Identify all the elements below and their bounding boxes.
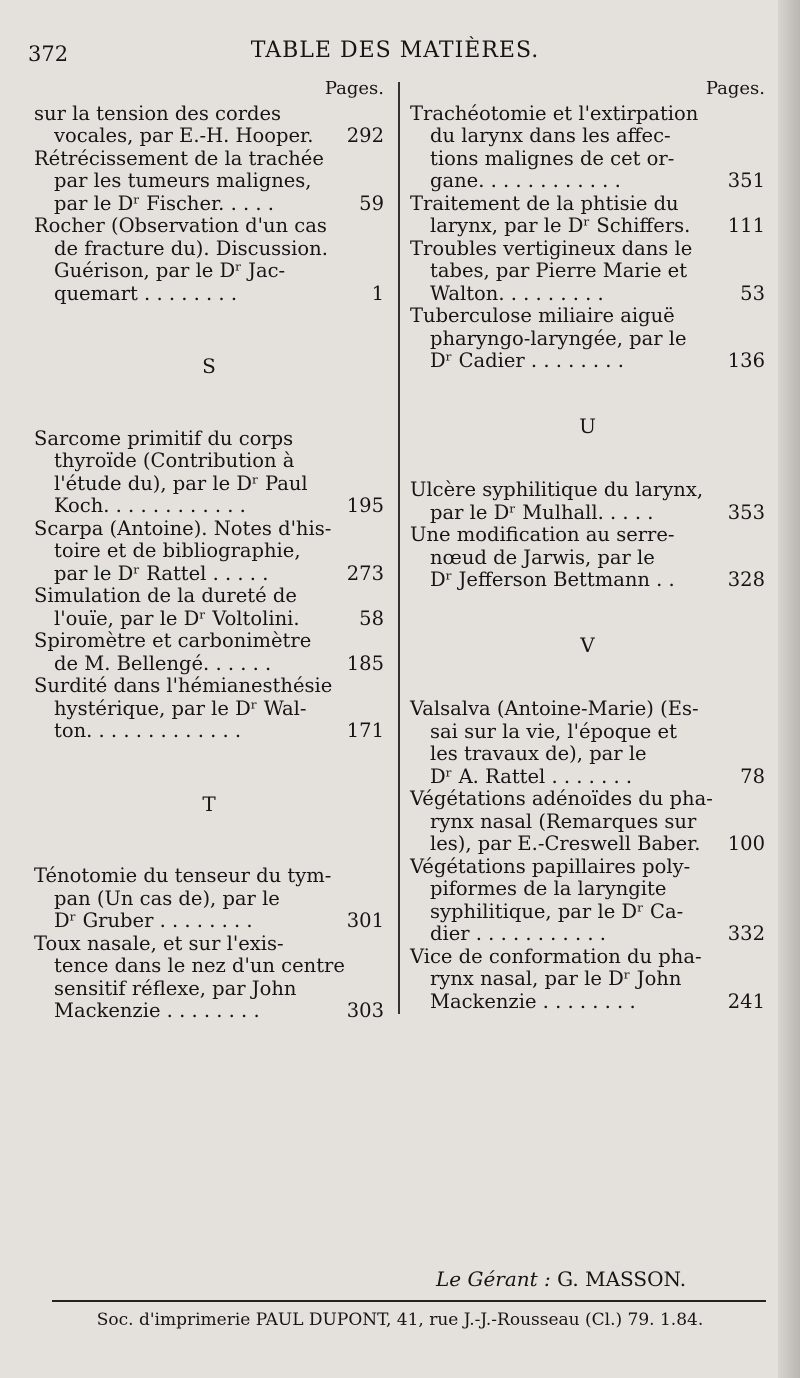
index-entry bbox=[410, 946, 765, 1014]
page-ref: 351 bbox=[727, 169, 765, 192]
index-entry bbox=[410, 103, 765, 193]
page-ref: 185 bbox=[346, 651, 384, 675]
entry-line: par les tumeurs malignes, bbox=[54, 169, 312, 192]
entry-line: dier . . . . . . . . . . . bbox=[430, 922, 606, 945]
pages-header: Pages. bbox=[705, 78, 765, 99]
entry-line: Simulation de la dureté de bbox=[34, 584, 297, 607]
entry-line: Spiromètre et carbonimètre bbox=[34, 629, 312, 652]
entry-line: par le Dʳ Rattel . . . . . bbox=[54, 561, 269, 585]
entry-line: Ténotomie du tenseur du tym- bbox=[34, 864, 332, 887]
page-ref: 136 bbox=[727, 349, 765, 372]
page-ref: 332 bbox=[727, 922, 765, 945]
entry-line: sai sur la vie, l'époque et bbox=[430, 719, 677, 743]
printer-footer: Soc. d'imprimerie PAUL DUPONT, 41, rue J.-J.-Rousseau (Cl.) 79. 1.84. bbox=[96, 1310, 704, 1330]
page-title: TABLE DES MATIÈRES. bbox=[250, 38, 540, 63]
page-ref: 353 bbox=[727, 500, 765, 524]
index-entry bbox=[34, 630, 384, 675]
entry-line: rynx nasal, par le Dʳ John bbox=[430, 967, 682, 990]
page-ref: 1 bbox=[371, 281, 384, 305]
entry-line: tence dans le nez d'un centre bbox=[54, 954, 345, 977]
entry-line: Dʳ A. Rattel . . . . . . . bbox=[430, 764, 633, 788]
entry-line: Guérison, par le Dʳ Jac- bbox=[54, 259, 286, 282]
index-entry bbox=[410, 788, 765, 856]
entry-line: ton. . . . . . . . . . . . . bbox=[54, 719, 242, 742]
entry-line: de fracture du). Discussion. bbox=[54, 236, 328, 260]
entry-line: l'ouïe, par le Dʳ Voltolini. bbox=[54, 606, 300, 630]
entry-line: toire et de bibliographie, bbox=[54, 539, 301, 562]
index-entry bbox=[34, 585, 384, 630]
index-entry bbox=[410, 305, 765, 373]
entry-group bbox=[410, 103, 765, 373]
entry-line: Surdité dans l'hémianesthésie bbox=[34, 674, 333, 697]
index-entry bbox=[34, 103, 384, 148]
entry-line: Trachéotomie et l'extirpation bbox=[410, 101, 699, 125]
entry-line: Sarcome primitif du corps bbox=[34, 426, 294, 450]
entry-line: piformes de la laryngite bbox=[430, 877, 667, 900]
entry-line: sensitif réflexe, par John bbox=[54, 976, 297, 1000]
entry-group bbox=[410, 698, 765, 1013]
page-ref: 273 bbox=[346, 561, 384, 585]
entry-line: Rétrécissement de la trachée bbox=[34, 146, 324, 170]
entry-line: les travaux de), par le bbox=[430, 742, 647, 765]
entry-line: Toux nasale, et sur l'exis- bbox=[34, 931, 284, 955]
entry-line: Dʳ Jefferson Bettmann . . bbox=[430, 568, 675, 591]
entry-line: tions malignes de cet or- bbox=[430, 146, 675, 170]
entry-group bbox=[34, 103, 384, 306]
index-entry bbox=[34, 148, 384, 216]
section-letter-u: U bbox=[579, 413, 596, 438]
right-column bbox=[410, 78, 765, 1013]
page-ref: 58 bbox=[359, 606, 384, 630]
page-ref: 195 bbox=[346, 494, 384, 517]
index-entry bbox=[34, 933, 384, 1023]
index-entry bbox=[34, 428, 384, 518]
entry-line: Mackenzie . . . . . . . . bbox=[430, 989, 636, 1013]
entry-line: du larynx dans les affec- bbox=[430, 124, 671, 147]
entry-line: l'étude du), par le Dʳ Paul bbox=[54, 471, 308, 495]
page-ref: 171 bbox=[346, 719, 384, 742]
pages-header: Pages. bbox=[324, 78, 384, 99]
index-entry bbox=[410, 856, 765, 946]
entry-line: Végétations papillaires poly- bbox=[410, 854, 691, 878]
page-ref: 100 bbox=[727, 832, 765, 855]
entry-line: Dʳ Cadier . . . . . . . . bbox=[430, 349, 624, 372]
entry-line: thyroïde (Contribution à bbox=[54, 449, 295, 472]
section-letter-s: S bbox=[202, 354, 216, 378]
index-entry bbox=[410, 479, 765, 524]
signature-label: Le Gérant : bbox=[436, 1267, 551, 1291]
entry-line: pharyngo-laryngée, par le bbox=[430, 326, 687, 350]
page-ref: 292 bbox=[346, 124, 384, 147]
index-entry bbox=[410, 524, 765, 592]
left-column bbox=[34, 78, 384, 1023]
entry-line: Ulcère syphilitique du larynx, bbox=[410, 478, 704, 501]
entry-line: Troubles vertigineux dans le bbox=[410, 236, 693, 260]
entry-line: gane. . . . . . . . . . . . bbox=[430, 169, 621, 192]
entry-line: Walton. . . . . . . . . bbox=[430, 281, 604, 305]
page-ref: 328 bbox=[727, 568, 765, 591]
entry-line: rynx nasal (Remarques sur bbox=[430, 809, 697, 833]
entry-line: Rocher (Observation d'un cas bbox=[34, 214, 327, 237]
entry-line: par le Dʳ Fischer. . . . . bbox=[54, 191, 274, 215]
page-ref: 241 bbox=[727, 989, 765, 1013]
entry-group bbox=[410, 479, 765, 592]
footer-rule bbox=[52, 1300, 766, 1302]
entry-line: nœud de Jarwis, par le bbox=[430, 545, 655, 569]
entry-line: hystérique, par le Dʳ Wal- bbox=[54, 696, 307, 720]
signature-name: G. MASSON. bbox=[557, 1267, 687, 1291]
signature bbox=[436, 1267, 686, 1291]
page-ref: 78 bbox=[740, 764, 765, 788]
entry-line: Traitement de la phtisie du bbox=[410, 191, 679, 215]
index-entry bbox=[34, 675, 384, 743]
section-letter-t: T bbox=[202, 791, 216, 816]
entry-line: pan (Un cas de), par le bbox=[54, 886, 280, 910]
entry-line: sur la tension des cordes bbox=[34, 101, 282, 125]
page-ref: 111 bbox=[727, 214, 765, 237]
section-letter-v: V bbox=[580, 632, 595, 657]
entry-line: tabes, par Pierre Marie et bbox=[430, 259, 688, 282]
entry-group bbox=[34, 428, 384, 743]
entry-group bbox=[34, 865, 384, 1023]
entry-line: par le Dʳ Mulhall. . . . . bbox=[430, 500, 654, 524]
entry-line: Koch. . . . . . . . . . . . bbox=[54, 494, 246, 517]
page-ref: 301 bbox=[346, 909, 384, 932]
entry-line: Vice de conformation du pha- bbox=[410, 944, 702, 968]
entry-line: larynx, par le Dʳ Schiffers. bbox=[430, 214, 691, 237]
entry-line: Mackenzie . . . . . . . . bbox=[54, 999, 260, 1022]
page-ref: 59 bbox=[359, 191, 384, 215]
index-entry bbox=[410, 238, 765, 306]
column-divider bbox=[398, 82, 400, 1014]
entry-line: quemart . . . . . . . . bbox=[54, 281, 238, 305]
index-entry bbox=[410, 698, 765, 788]
entry-line: vocales, par E.-H. Hooper. bbox=[54, 124, 314, 147]
page-number: 372 bbox=[28, 42, 69, 66]
entry-line: Valsalva (Antoine-Marie) (Es- bbox=[410, 697, 699, 720]
entry-line: Végétations adénoïdes du pha- bbox=[410, 787, 713, 810]
entry-line: Tuberculose miliaire aiguë bbox=[410, 304, 675, 327]
entry-line: syphilitique, par le Dʳ Ca- bbox=[430, 899, 684, 923]
entry-line: les), par E.-Creswell Baber. bbox=[430, 832, 701, 855]
index-entry bbox=[34, 215, 384, 305]
page-ref: 53 bbox=[740, 281, 765, 305]
page-edge bbox=[778, 0, 800, 1378]
page-ref: 303 bbox=[346, 999, 384, 1022]
entry-line: Scarpa (Antoine). Notes d'his- bbox=[34, 516, 332, 540]
index-entry bbox=[34, 865, 384, 933]
index-entry bbox=[410, 193, 765, 238]
entry-line: de M. Bellengé. . . . . . bbox=[54, 651, 272, 675]
entry-line: Dʳ Gruber . . . . . . . . bbox=[54, 909, 253, 932]
index-entry bbox=[34, 518, 384, 586]
entry-line: Une modification au serre- bbox=[410, 523, 675, 546]
